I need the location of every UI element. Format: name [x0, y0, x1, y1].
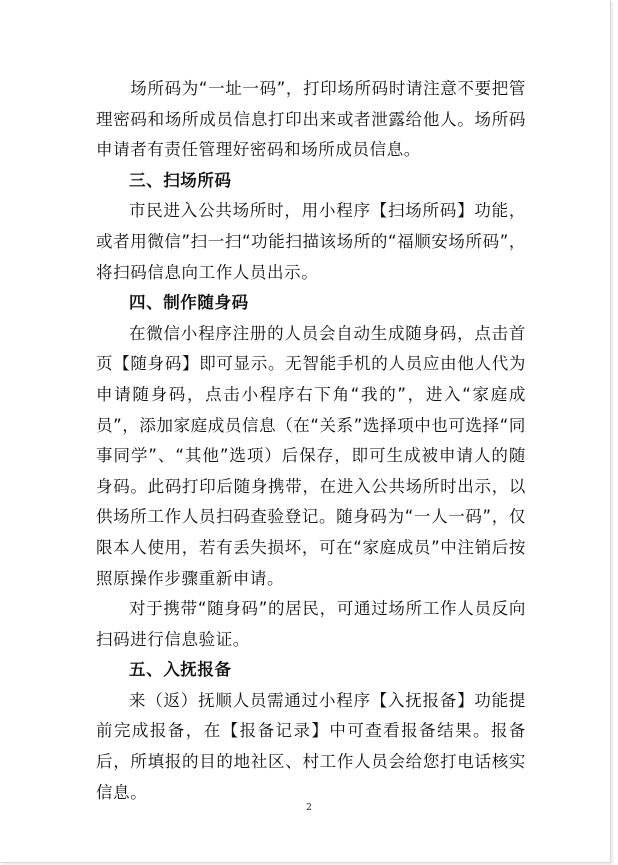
paragraph-arrival-report: 来（返）抚顺人员需通过小程序【入抚报备】功能提前完成报备，在【报备记录】中可查看报备结果。报备后，所填报的目的地社区、村工作人员会给您打电话核实信息。 — [96, 690, 526, 802]
document-body — [96, 74, 526, 808]
paragraph-personal-code: 在微信小程序注册的人员会自动生成随身码，点击首页【随身码】即可显示。无智能手机的人员应由他人代为申请随身码，点击小程序右下角“我的”，进入“家庭成员”，添加家庭成员信息（在“关系”选择项中也可选择“同事同学”、“其他”选项）后保存，即可生成被申请人的随身码。此码打印后随身携带，在进入公共场所时出示，以供场所工作人员扫码查验登记。随身码为“一人一码”，仅限本人使用，若有丢失损坏，可在“家庭成员”中注销后按照原操作步骤重新申请。 — [96, 323, 526, 588]
section-heading-scan-venue-code: 三、扫场所码 — [129, 170, 232, 190]
page-number: 2 — [306, 803, 312, 813]
paragraph-venue-code-note: 场所码为“一址一码”，打印场所码时请注意不要把管理密码和场所成员信息打印出来或者泄露给他人。场所码申请者有责任管理好密码和场所成员信息。 — [96, 79, 526, 160]
section-heading-make-personal-code: 四、制作随身码 — [129, 293, 249, 313]
section-heading-arrival-report: 五、入抚报备 — [129, 660, 232, 680]
paragraph-reverse-scan: 对于携带“随身码”的居民，可通过场所工作人员反向扫码进行信息验证。 — [96, 599, 526, 649]
paragraph-scan-venue-code: 市民进入公共场所时，用小程序【扫场所码】功能，或者用微信”扫一扫“功能扫描该场所的“福顺安场所码”，将扫码信息向工作人员出示。 — [96, 201, 526, 282]
